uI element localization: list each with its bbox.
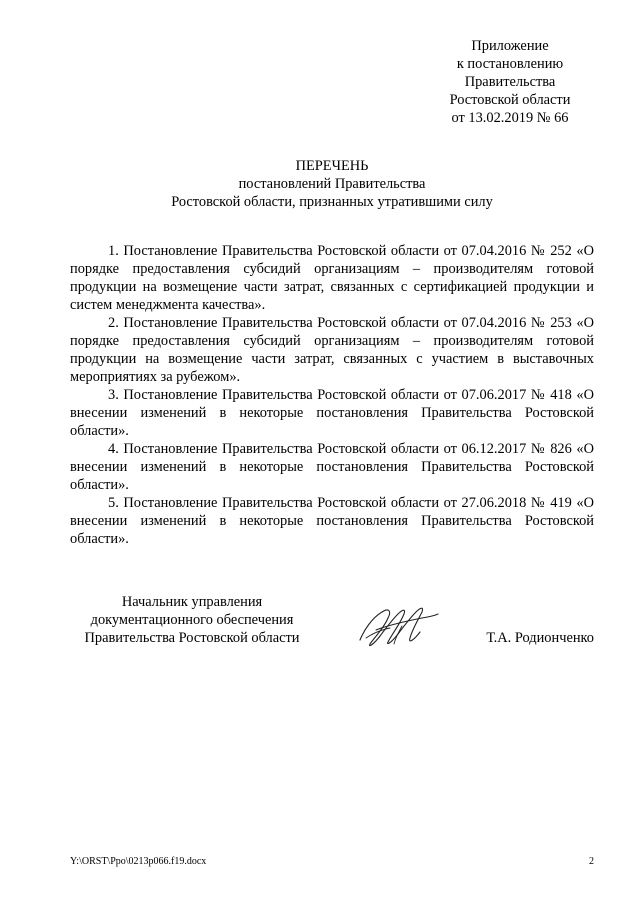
document-title: ПЕРЕЧЕНЬ	[295, 158, 369, 174]
list-item: 2. Постановление Правительства Ростовской области от 07.04.2016 № 253 «О порядке предоставления субсидий организациям – производителям готовой продукции на возмещение части затрат, связанных с участием в выставочных мероприятиях за рубежом».	[70, 315, 594, 385]
footer-page-number: 2	[589, 856, 594, 867]
signatory-position-line: Правительства Ростовской области	[84, 630, 300, 646]
document-subtitle: постановлений Правительства	[238, 176, 426, 192]
list-item: 4. Постановление Правительства Ростовской области от 06.12.2017 № 826 «О внесении изменений в некоторые постановления Правительства Ростовской области».	[70, 441, 594, 493]
appendix-line: от 13.02.2019 № 66	[451, 110, 569, 126]
list-item: 5. Постановление Правительства Ростовской области от 27.06.2018 № 419 «О внесении изменений в некоторые постановления Правительства Ростовской области».	[70, 495, 594, 547]
appendix-line: Правительства	[464, 74, 556, 90]
appendix-line: Ростовской области	[449, 92, 571, 108]
signatory-name: Т.А. Родионченко	[486, 630, 594, 646]
handwritten-signature	[352, 600, 442, 654]
list-item: 1. Постановление Правительства Ростовской области от 07.04.2016 № 252 «О порядке предоставления субсидий организациям – производителям готовой продукции на возмещение части затрат, связанных с сертификацией продукции и систем менеджмента качества».	[70, 243, 594, 313]
signatory-position-line: Начальник управления	[121, 594, 263, 610]
resolutions-list	[70, 242, 594, 548]
appendix-block	[410, 37, 610, 127]
list-item: 3. Постановление Правительства Ростовской области от 07.06.2017 № 418 «О внесении изменений в некоторые постановления Правительства Ростовской области».	[70, 387, 594, 439]
signatory-position-line: документационного обеспечения	[90, 612, 294, 628]
appendix-line: Приложение	[471, 38, 549, 54]
appendix-line: к постановлению	[456, 56, 564, 72]
document-heading	[70, 157, 594, 211]
footer-file-path: Y:\ORST\Ppo\0213p066.f19.docx	[70, 856, 207, 867]
document-subtitle: Ростовской области, признанных утратившими силу	[171, 194, 493, 210]
signatory-position	[72, 593, 312, 647]
